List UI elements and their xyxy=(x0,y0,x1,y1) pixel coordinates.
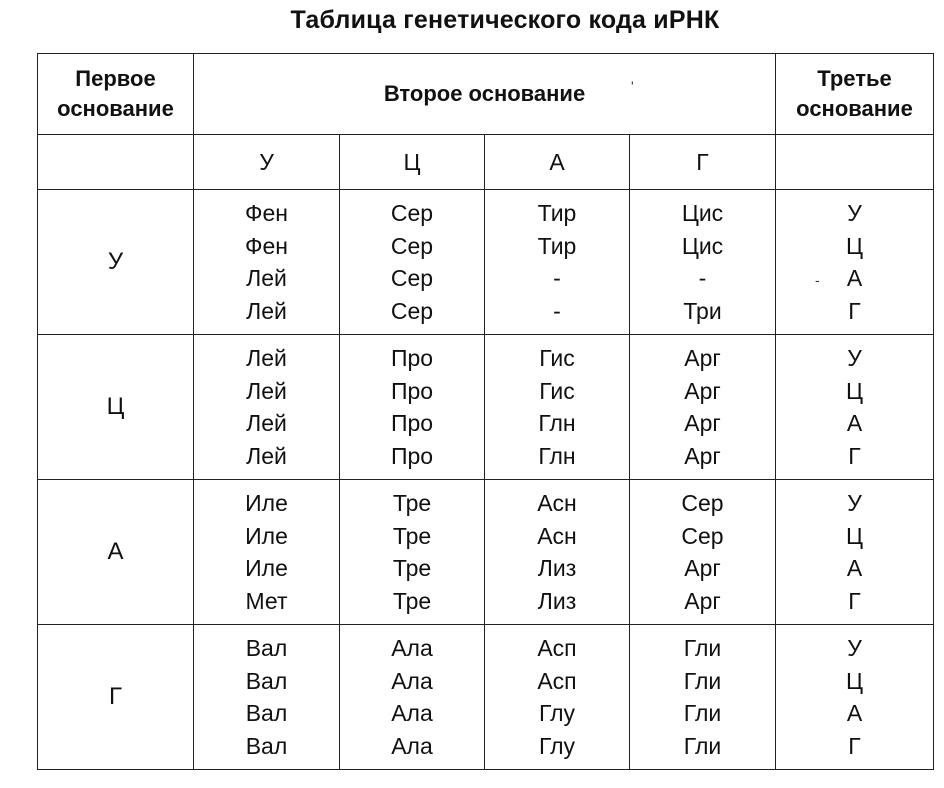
amino-acid: Асп xyxy=(537,667,577,694)
first-base-cell: Ц xyxy=(38,335,194,480)
empty-cell xyxy=(38,135,194,190)
amino-acid-cell xyxy=(485,335,630,480)
amino-acid-cell xyxy=(485,190,630,335)
amino-acid: Тре xyxy=(392,587,432,614)
amino-acid: Сер xyxy=(681,490,724,516)
amino-acid: Гли xyxy=(683,667,722,694)
amino-acid: Фен xyxy=(245,200,288,226)
amino-acid: Лей xyxy=(246,345,287,371)
genetic-code-table xyxy=(37,53,934,770)
amino-acid: Гли xyxy=(683,732,722,759)
amino-acid: Ала xyxy=(391,635,433,661)
amino-acid: Глу xyxy=(538,700,576,726)
third-base: Ц xyxy=(845,522,863,549)
third-base-header: Третье основание xyxy=(776,54,934,135)
amino-acid: Асн xyxy=(537,522,577,549)
second-base-g: Г xyxy=(630,135,776,190)
amino-acid: Лей xyxy=(246,410,287,436)
amino-acid: Гис xyxy=(539,377,575,404)
third-base: Г xyxy=(848,297,861,324)
amino-acid: Ала xyxy=(391,667,433,694)
amino-acid: Лей xyxy=(246,265,287,291)
second-base-header: Второе основание xyxy=(194,54,776,135)
amino-acid: Арг xyxy=(684,377,721,404)
amino-acid: - xyxy=(698,265,707,291)
third-base: Ц xyxy=(845,232,863,259)
third-base: Г xyxy=(848,732,861,759)
amino-acid: Гли xyxy=(683,700,722,726)
amino-acid-cell xyxy=(194,190,340,335)
amino-acid: Глу xyxy=(538,732,576,759)
amino-acid: Асн xyxy=(537,490,577,516)
amino-acid: Иле xyxy=(245,555,288,581)
amino-acid: Сер xyxy=(390,297,434,324)
third-base: А xyxy=(846,265,863,291)
page-title: Таблица генетического кода иРНК xyxy=(290,6,720,34)
amino-acid: Гис xyxy=(539,345,575,371)
amino-acid-cell xyxy=(340,625,485,770)
amino-acid: Иле xyxy=(245,522,288,549)
amino-acid: Сер xyxy=(390,265,434,291)
header-row xyxy=(38,54,934,135)
amino-acid: Фен xyxy=(245,232,288,259)
amino-acid: Про xyxy=(390,442,434,469)
amino-acid: Гли xyxy=(683,635,722,661)
row-dash-mark: - xyxy=(815,272,820,288)
third-base: Ц xyxy=(845,377,863,404)
amino-acid-cell xyxy=(194,625,340,770)
amino-acid-cell xyxy=(630,625,776,770)
amino-acid: Глн xyxy=(538,410,576,436)
first-base-cell: А xyxy=(38,480,194,625)
amino-acid: Цис xyxy=(681,200,724,226)
header-tick-mark: ' xyxy=(631,78,634,94)
amino-acid-cell xyxy=(194,480,340,625)
amino-acid: Иле xyxy=(245,490,288,516)
codon-group-row xyxy=(38,335,934,480)
third-base: Ц xyxy=(845,667,863,694)
amino-acid-cell xyxy=(340,335,485,480)
amino-acid-cell xyxy=(485,480,630,625)
third-base: У xyxy=(847,490,862,516)
amino-acid: Ала xyxy=(391,700,433,726)
amino-acid: Глн xyxy=(538,442,576,469)
amino-acid: Вал xyxy=(245,732,288,759)
amino-acid: Арг xyxy=(684,345,721,371)
amino-acid: Тир xyxy=(537,232,577,259)
third-base-cell xyxy=(776,190,934,335)
second-base-row xyxy=(38,135,934,190)
codon-group-row xyxy=(38,625,934,770)
amino-acid: Про xyxy=(390,345,434,371)
empty-cell xyxy=(776,135,934,190)
first-base-cell: Г xyxy=(38,625,194,770)
third-base: А xyxy=(846,700,863,726)
third-base: У xyxy=(847,200,862,226)
amino-acid: Лей xyxy=(246,377,287,404)
amino-acid: Тре xyxy=(392,522,432,549)
codon-group-row xyxy=(38,190,934,335)
amino-acid: Про xyxy=(390,377,434,404)
third-base: А xyxy=(846,410,863,436)
third-base-cell xyxy=(776,335,934,480)
amino-acid: Цис xyxy=(681,232,724,259)
third-base-cell xyxy=(776,625,934,770)
amino-acid-cell xyxy=(340,190,485,335)
amino-acid: Лей xyxy=(246,297,287,324)
first-base-cell: У xyxy=(38,190,194,335)
amino-acid: Мет xyxy=(245,587,288,614)
amino-acid: - xyxy=(553,297,561,324)
second-base-c: Ц xyxy=(340,135,485,190)
codon-group-row xyxy=(38,480,934,625)
amino-acid: Вал xyxy=(245,700,288,726)
amino-acid: Про xyxy=(390,410,434,436)
second-base-a: А xyxy=(485,135,630,190)
amino-acid: Лиз xyxy=(537,555,577,581)
amino-acid: Арг xyxy=(684,555,721,581)
amino-acid: Сер xyxy=(681,522,724,549)
amino-acid: Вал xyxy=(245,635,288,661)
third-base: У xyxy=(847,345,862,371)
amino-acid: Ала xyxy=(391,732,433,759)
amino-acid: Тир xyxy=(537,200,577,226)
amino-acid: Вал xyxy=(245,667,288,694)
amino-acid: Арг xyxy=(684,410,721,436)
third-base: Г xyxy=(848,587,861,614)
second-base-u: У xyxy=(194,135,340,190)
amino-acid-cell xyxy=(194,335,340,480)
third-base-cell xyxy=(776,480,934,625)
amino-acid: Тре xyxy=(392,490,432,516)
amino-acid: Арг xyxy=(684,587,721,614)
third-base: У xyxy=(847,635,862,661)
amino-acid-cell xyxy=(485,625,630,770)
amino-acid: Арг xyxy=(684,442,721,469)
third-base: А xyxy=(846,555,863,581)
amino-acid: Асп xyxy=(537,635,577,661)
amino-acid: Сер xyxy=(390,232,434,259)
amino-acid: Тре xyxy=(392,555,432,581)
third-base: Г xyxy=(848,442,861,469)
first-base-header: Первое основание xyxy=(38,54,194,135)
table-body xyxy=(38,54,934,770)
amino-acid: - xyxy=(553,265,561,291)
amino-acid: Лиз xyxy=(537,587,577,614)
amino-acid-cell xyxy=(630,190,776,335)
amino-acid: Сер xyxy=(390,200,434,226)
amino-acid-cell xyxy=(630,480,776,625)
amino-acid: Три xyxy=(683,297,722,324)
amino-acid: Лей xyxy=(246,442,287,469)
amino-acid-cell xyxy=(630,335,776,480)
amino-acid-cell xyxy=(340,480,485,625)
